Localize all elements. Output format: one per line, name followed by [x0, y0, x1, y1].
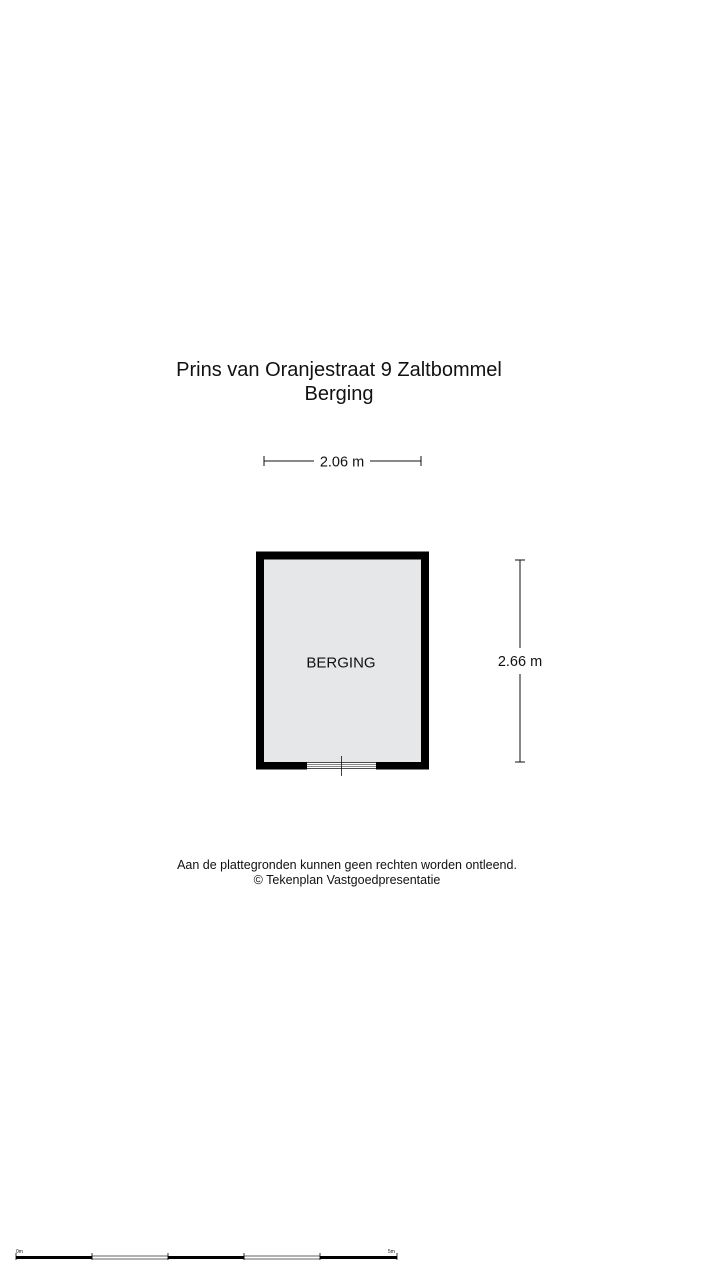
scale-segment-3	[168, 1256, 244, 1259]
disclaimer-block	[0, 858, 694, 888]
scale-start-label: 0m	[16, 1249, 23, 1255]
wall-bottom-left	[256, 762, 307, 770]
wall-bottom-right	[376, 762, 429, 770]
address-title: Prins van Oranjestraat 9 Zaltbommel	[176, 359, 502, 381]
scale-segment-2	[92, 1256, 168, 1259]
width-dimension-label: 2.06 m	[319, 454, 365, 471]
floor-name: Berging	[304, 383, 374, 405]
scale-segment-5	[320, 1256, 397, 1259]
scale-segment-4	[244, 1256, 320, 1259]
width-dimension	[264, 455, 421, 471]
depth-dimension-label: 2.66 m	[497, 654, 543, 670]
room-label-berging: BERGING	[306, 654, 376, 672]
disclaimer-text: Aan de plattegronden kunnen geen rechten worden ontleend.	[177, 858, 517, 872]
scale-end-label: 5m	[388, 1249, 395, 1255]
wall-right	[421, 552, 429, 770]
room-berging	[256, 552, 429, 777]
wall-left	[256, 552, 264, 770]
wall-top	[256, 552, 429, 560]
scale-segment-1	[16, 1256, 92, 1259]
depth-dimension	[498, 560, 542, 762]
scale-bar	[16, 1249, 397, 1260]
copyright-text: © Tekenplan Vastgoedpresentatie	[253, 873, 441, 887]
